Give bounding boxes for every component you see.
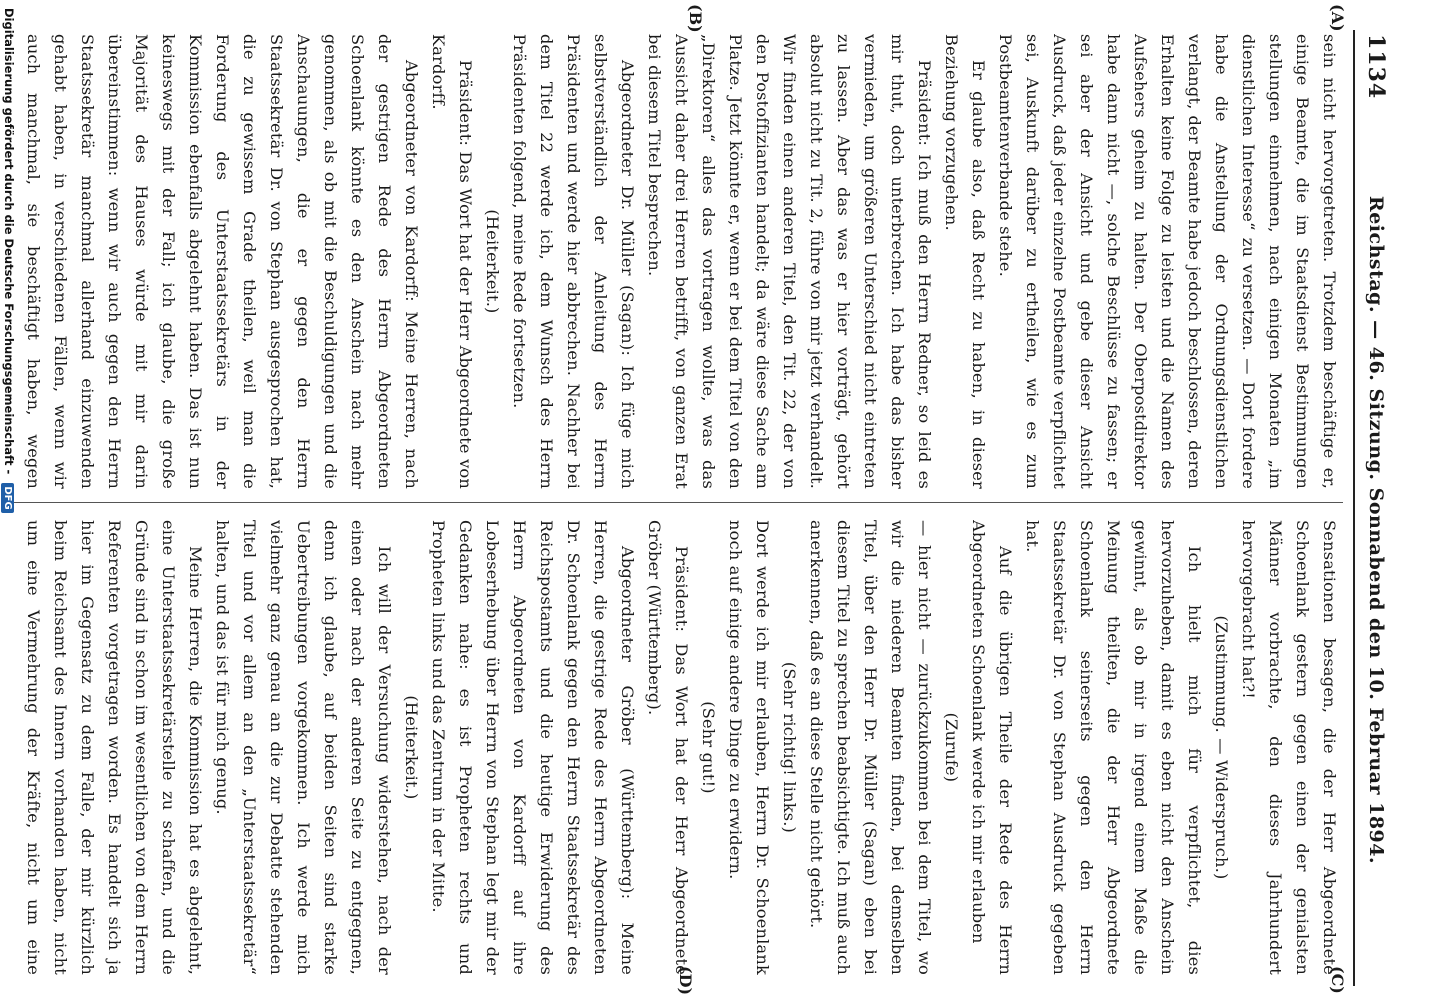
interjection: (Zurufe) [942, 712, 961, 783]
paragraph: sein nicht hervorgetreten. Trotzdem beschäftige er, einige Beamte, die im Staatsdienst Bestimmungen stellungen einnehmen, nach einigen Monaten „im dienstlichen Interesse“ zu versetzen. — Dort fordere habe die Anstellung der Ordnungsdienstlichen verlangt, der Beamte habe jedoch beschlossen, deren Erhalten keine Folge zu leisten und die Namen des Aufsehers geheim zu halten. Der Oberpostdirektor habe dann nicht —, solche Beschlüsse zu fassen; er sei aber der Ansicht und gebe dieser Ansicht Ausdruck, daß jeder einzelne Postbeamte verpflichtet sei, Auskunft darüber zu ertheilen, wie es zum Postbeamtenverbande stehe. [996, 34, 1339, 489]
paragraph: Meine Herren, die Kommission hat es abgelehnt, eine Unterstaatssekretärstelle zu schaffen, und die Gründe sind in schon im wesentlichen von dem Herrn Referenten vorgetragen worden. Es handelt sich ja hier im Gegensatz zu dem Falle, der mir kürzlich beim Reichsamt des Innern vorhanden haben, nicht um eine Vermehrung der Kräfte, nicht um eine [24, 520, 205, 975]
interjection: (Heiterkeit.) [483, 209, 502, 314]
margin-letter-a: (A) [1328, 4, 1347, 32]
column-divider [3, 502, 1343, 503]
margin-letter-b: (B) [686, 4, 705, 33]
president-remark: Präsident: Das Wort hat der Herr Abgeordnete Gröber (Württemberg). [645, 520, 691, 975]
paragraph: Sensationen besagen, die der Herr Abgeordnete Schoenlank gestern gegen einen der genialsten Männer vorbrachte, den dieses Jahrhundert hervorgebracht hat?! [1239, 520, 1339, 975]
margin-letter-d: (D) [676, 966, 695, 996]
paragraph: Abgeordneter Dr. Müller (Sagan): Ich füge mich selbstverständlich der Anleitung des Herrn Präsidenten und werde hier abbrechen. Nachher bei dem Titel 22 werde ich, dem Wunsch des Herrn Präsidenten folgend, meine Rede fortsetzen. [510, 34, 637, 489]
interjection: (Sehr richtig! links.) [780, 661, 799, 834]
paragraph: Ich hielt mich für verpflichtet, dies hervorzuheben, damit es eben nicht den Anschein gewinnt, als ob mir in irgend einem Maße die Meinung theilten, die der Herr Abgeordnete Schoenlank seinerseits gegen den Herrn Staatssekretär Dr. von Stephan Ausdruck gegeben hat. [1023, 520, 1204, 975]
interjection: (Heiterkeit.) [402, 695, 421, 800]
page-header [1343, 0, 1395, 1000]
digitization-credit [0, 0, 17, 1000]
speech-kardorff: Abgeordneter von Kardorff: Meine Herren, nach der gestrigen Rede des Herrn Abgeordneten Schoenlank könnte es den Anschein nach mehr genommen, als ob mit die Beschuldigungen und die Anschauungen, die er gegen den Herrn Staatssekretär Dr. von Stephan ausgesprochen hat, die zu gewissem Grade theilen, weil man die Forderung des Unterstaatssekretärs in der Kommission ebenfalls abgelehnt haben. Das ist nun keineswegs mit der Fall; ich glaube, die große Majorität des Hauses würde mit mir darin übereinstimmen: wenn wir auch gegen den Herrn Staatssekretär manchmal allerhand einzuwenden gehabt haben, in verschiedenen Fällen, wenn wir auch manchmal, sie beschäftigt haben, wegen [24, 34, 421, 489]
dfg-logo: DFG [1, 483, 14, 512]
paragraph: Auf die übrigen Theile der Rede des Herrn Abgeordneten Schoenlank werde ich mir erlauben [969, 520, 1015, 975]
interjection: (Zustimmung. — Widerspruch.) [1212, 615, 1231, 880]
paragraph: Ich will der Versuchung widerstehen, nach der einen oder nach der anderen Seite zu entgegnen, denn ich glaube, auf beiden Seiten sind starke Uebertreibungen vorgekommen. Ich werde mich vielmehr ganz genau an die zur Debatte stehenden Titel und vor allem an den „Unterstaatssekretär“ halten, und das ist für mich genug. [213, 520, 394, 975]
paragraph: Dort werde ich mir erlauben, Herrn Dr. Schoenlank noch auf einige andere Dinge zu erwidern. [726, 520, 772, 975]
paragraph: Er glaube also, daß Recht zu haben, in dieser Beziehung vorzugehen. [942, 34, 988, 489]
right-text-column [18, 520, 1343, 975]
speech-groeber: Abgeordneter Gröber (Württemberg): Meine Herren, die gestrige Rede des Herrn Abgeordneten Dr. Schoenlank gegen den Herrn Staatssekretär des Reichspostamts und die heutige Erwiderung des Herrn Abgeordneten von Kardorff auf ihre Lobeserhebung über Herrn von Stephan legt mir der Gedanken nahe: es ist Propheten rechts und Propheten links und das Zentrum in der Mitte. [429, 520, 637, 975]
running-title: Reichstag. — 46. Sitzung. Sonnabend den 10. Februar 1894. [1365, 195, 1387, 865]
page-number: 1134 [1363, 34, 1389, 100]
president-remark: Präsident: Ich muß den Herrn Redner, so leid es mir thut, doch unterbrechen. Ich habe das bisher vermieden, um größeren Unterschied nicht eintreten zu lassen. Aber das was er hier vorträgt, gehört absolut nicht zu Tit. 2, führe von mir jetzt verhandelt. Wir finden einen anderen Titel, den Tit. 22, der von den Postoffizianten handelt; da wäre diese Sache am Platze. Jetzt könnte er, wenn er bei dem Titel von den „Direktoren“ alles das vortragen wollte, was das Aussicht daher drei Herren betrifft, von ganzen Erat bei diesem Titel besprechen. [645, 34, 934, 489]
header-rule [1353, 30, 1355, 986]
president-remark: Präsident: Das Wort hat der Herr Abgeordnete von Kardorff. [429, 34, 475, 489]
paragraph: — hier nicht — zurückzukommen bei dem Titel, wo wir die niederen Beamten finden, bei demselben Titel, über den Herr Dr. Müller (Sagan) eben bei diesem Titel zu sprechen beabsichtigte. Ich muß auch anerkennen, daß es an diese Stelle nicht gehört. [807, 520, 934, 975]
interjection: (Sehr gut!) [699, 701, 718, 794]
credit-text: Digitalisierung gefördert durch die Deutsche Forschungsgemeinschaft - [2, 8, 16, 475]
left-text-column [18, 34, 1343, 489]
margin-letter-c: (C) [1328, 966, 1347, 994]
